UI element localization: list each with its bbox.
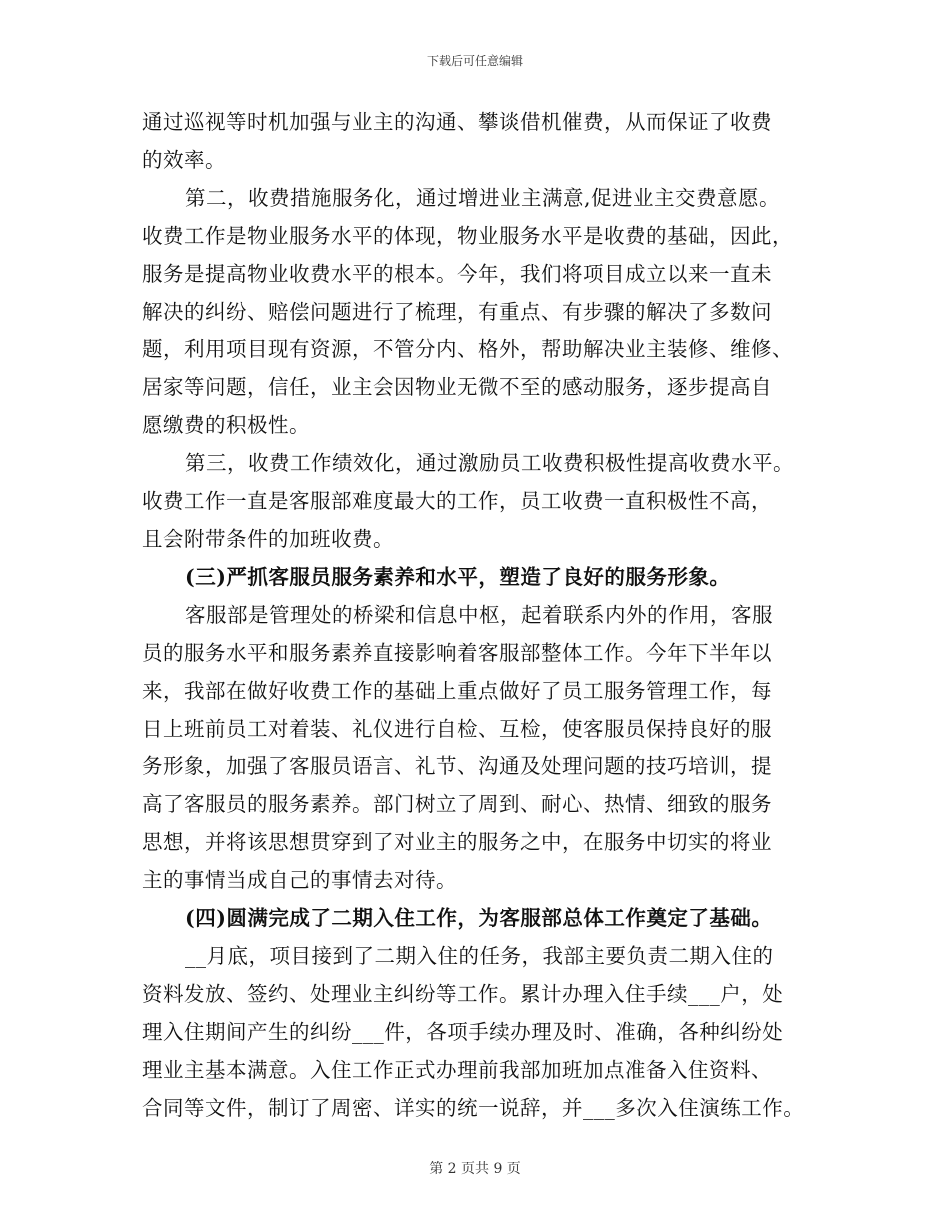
text-line: 愿缴费的积极性。 (142, 413, 310, 438)
text-line: 来，我部在做好收费工作的基础上重点做好了员工服务管理工作，每 (142, 678, 772, 703)
text-line: 题，利用项目现有资源，不管分内、格外，帮助解决业主装修、维修、 (142, 337, 793, 362)
text-line: 理业主基本满意。入住工作正式办理前我部加班加点准备入住资料、 (142, 1057, 772, 1082)
text-line: 居家等问题，信任，业主会因物业无微不至的感动服务，逐步提高自 (142, 375, 772, 400)
text-line: 且会附带条件的加班收费。 (142, 526, 394, 551)
section-heading: (四)圆满完成了二期入住工作，为客服部总体工作奠定了基础。 (185, 906, 773, 931)
text-line: 员的服务水平和服务素养直接影响着客服部整体工作。今年下半年以 (142, 640, 772, 665)
section-heading: (三)严抓客服员服务素养和水平，塑造了良好的服务形象。 (185, 564, 731, 589)
text-line: 的效率。 (142, 147, 226, 172)
text-line: 主的事情当成自己的事情去对待。 (142, 868, 457, 893)
text-line: 第二，收费措施服务化，通过增进业主满意,促进业主交费意愿。 (185, 185, 781, 210)
document-body (142, 104, 822, 1127)
text-line: 服务是提高物业收费水平的根本。今年，我们将项目成立以来一直未 (142, 261, 772, 286)
text-line: 务形象，加强了客服员语言、礼节、沟通及处理问题的技巧培训，提 (142, 754, 772, 779)
text-line: 第三，收费工作绩效化，通过激励员工收费积极性提高收费水平。 (185, 451, 794, 476)
text-line: 高了客服员的服务素养。部门树立了周到、耐心、热情、细致的服务 (142, 792, 772, 817)
text-line: 通过巡视等时机加强与业主的沟通、攀谈借机催费，从而保证了收费 (142, 110, 772, 134)
text-line: 客服部是管理处的桥梁和信息中枢，起着联系内外的作用，客服 (185, 602, 773, 627)
text-line: 资料发放、签约、处理业主纠纷等工作。累计办理入住手续___户，处 (142, 981, 784, 1006)
text-line: 解决的纠纷、赔偿问题进行了梳理，有重点、有步骤的解决了多数问 (142, 299, 772, 324)
text-line: 收费工作一直是客服部难度最大的工作，员工收费一直积极性不高， (142, 489, 772, 514)
text-line: 日上班前员工对着装、礼仪进行自检、互检，使客服员保持良好的服 (142, 716, 772, 741)
text-line: __月底，项目接到了二期入住的任务，我部主要负责二期入住的 (185, 943, 774, 968)
text-line: 收费工作是物业服务水平的体现，物业服务水平是收费的基础，因此， (142, 223, 793, 248)
page-footer: 第 2 页共 9 页 (429, 1161, 521, 1177)
text-line: 合同等文件，制订了周密、详实的统一说辞，并___多次入住演练工作。 (142, 1095, 805, 1120)
page-header: 下载后可任意编辑 (426, 54, 523, 68)
text-line: 理入住期间产生的纠纷___件，各项手续办理及时、准确，各种纠纷处 (142, 1019, 784, 1044)
text-line: 思想，并将该思想贯穿到了对业主的服务之中，在服务中切实的将业 (142, 830, 772, 855)
